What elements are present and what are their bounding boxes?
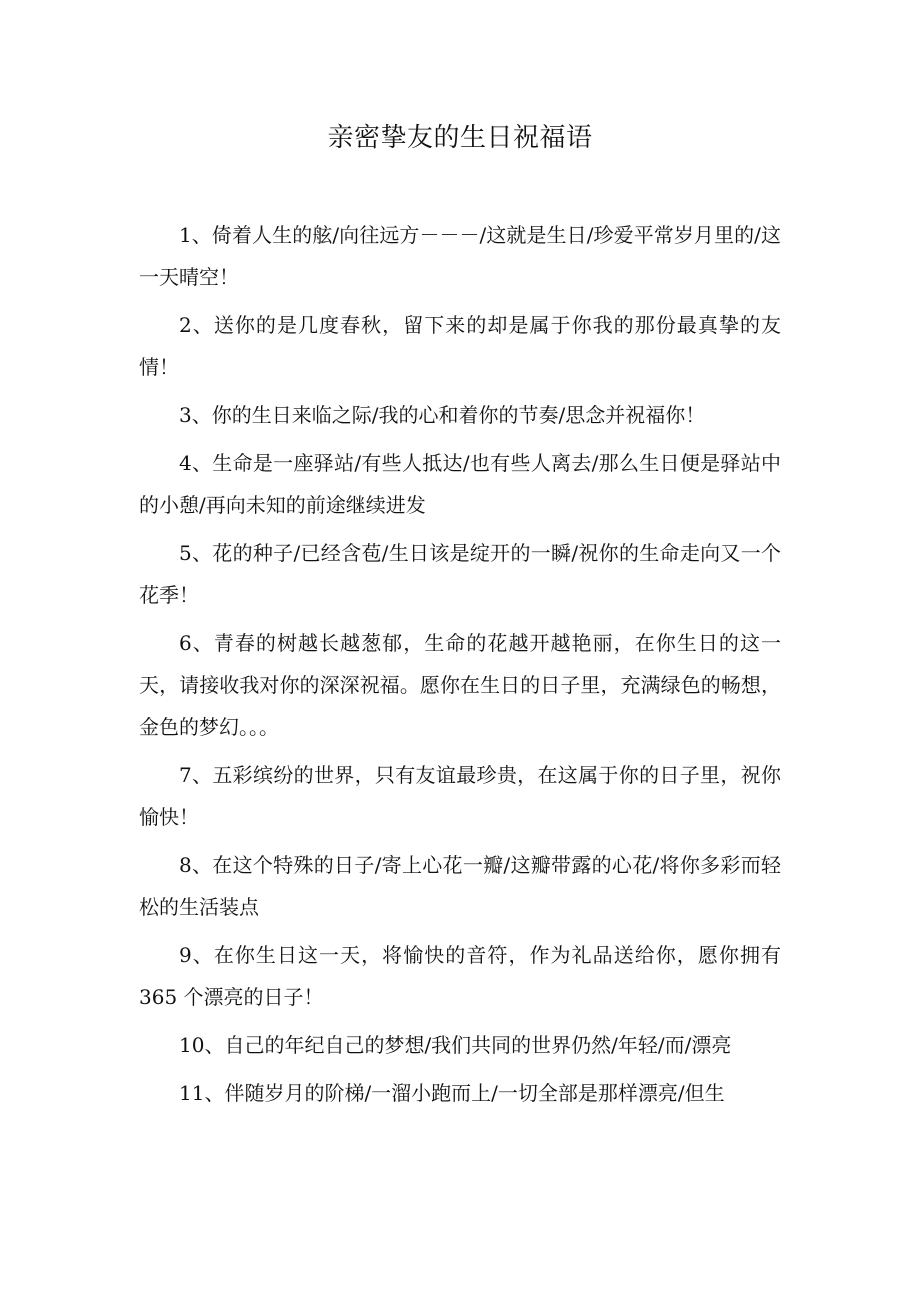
paragraph-1: 1、倚着人生的舷/向往远方－－－/这就是生日/珍爱平常岁月里的/这一天晴空！ [139,223,781,289]
paragraph-4: 4、生命是一座驿站/有些人抵达/也有些人离去/那么生日便是驿站中的小憩/再向未知的前途继续进发 [139,451,781,517]
paragraph-3: 3、你的生日来临之际/我的心和着你的节奏/思念并祝福你！ [179,403,706,427]
document-body [139,214,781,1120]
paragraph-10: 10、自己的年纪自己的梦想/我们共同的世界仍然/年轻/而/漂亮 [179,1033,732,1057]
paragraph-5: 5、花的种子/已经含苞/生日该是绽开的一瞬/祝你的生命走向又一个花季！ [139,541,781,607]
paragraph-7: 7、五彩缤纷的世界，只有友谊最珍贵，在这属于你的日子里，祝你愉快！ [139,763,781,829]
paragraph-11: 11、伴随岁月的阶梯/一溜小跑而上/一切全部是那样漂亮/但生 [179,1081,725,1105]
paragraph-8: 8、在这个特殊的日子/寄上心花一瓣/这瓣带露的心花/将你多彩而轻松的生活装点 [139,853,781,919]
paragraph-6: 6、青春的树越长越葱郁，生命的花越开越艳丽，在你生日的这一天，请接收我对你的深深祝福。愿你在生日的日子里，充满绿色的畅想，金色的梦幻。。。 [139,631,781,739]
paragraph-2: 2、送你的是几度春秋，留下来的却是属于你我的那份最真挚的友情！ [139,313,781,379]
paragraph-9: 9、在你生日这一天，将愉快的音符，作为礼品送给你，愿你拥有 365 个漂亮的日子！ [139,943,781,1009]
page-title: 亲密挚友的生日祝福语 [327,123,593,153]
